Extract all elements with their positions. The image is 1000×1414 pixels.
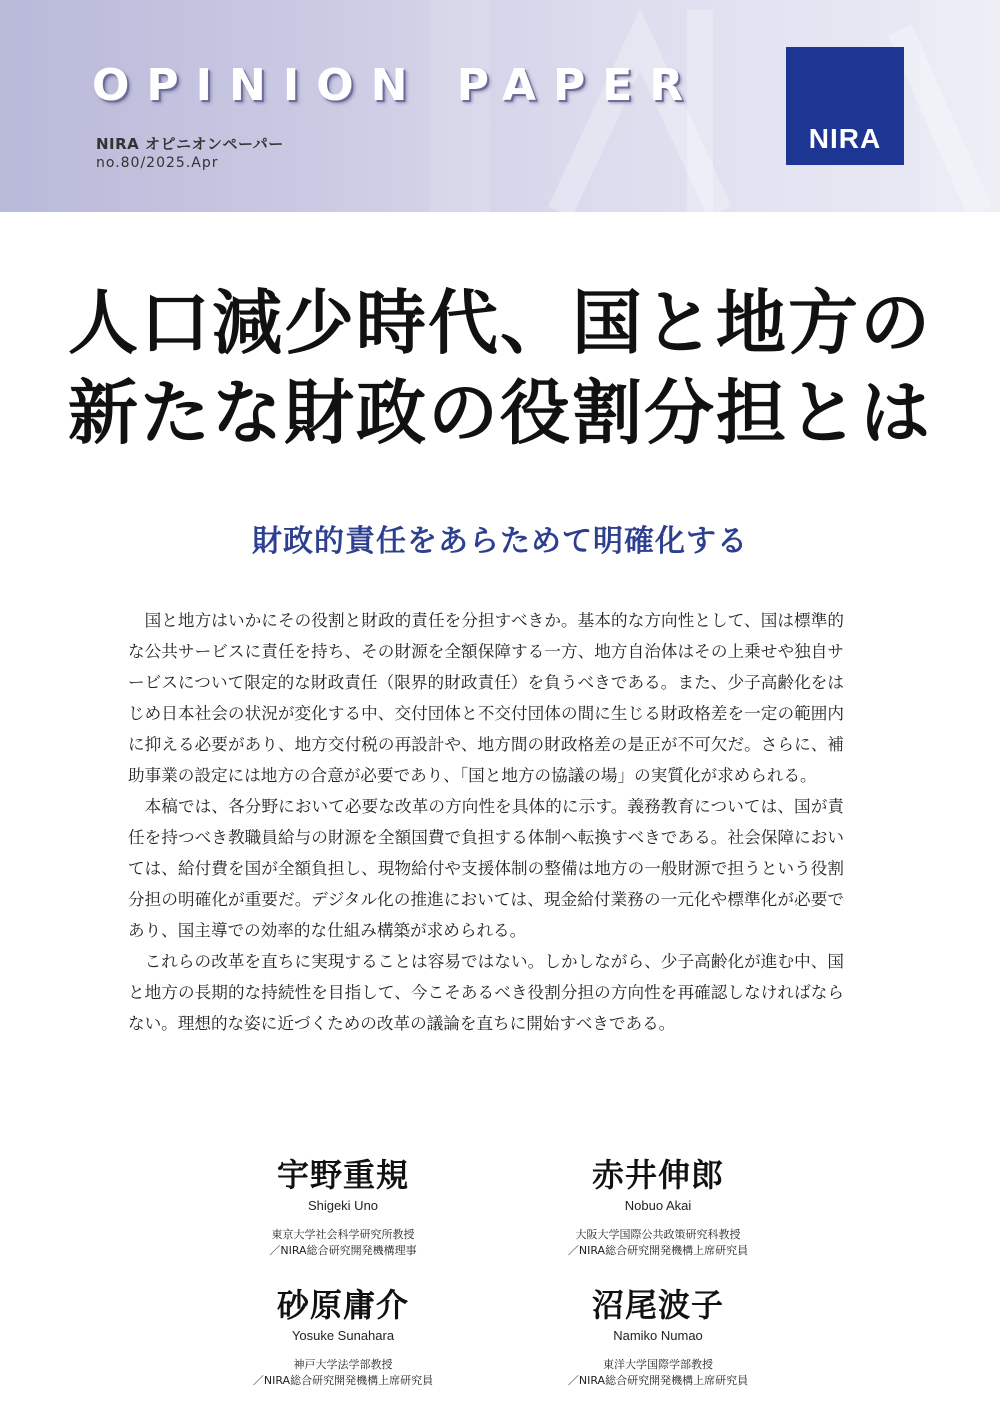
series-title: OPINION PAPER — [92, 60, 701, 111]
author-affiliation-line-1: 東洋大学国際学部教授 — [603, 1358, 713, 1371]
author-roman-name: Nobuo Akai — [624, 1198, 692, 1213]
author-block — [508, 1155, 808, 1259]
author-affiliation-line-2: ／NIRA総合研究開発機構上席研究員 — [252, 1374, 434, 1387]
series-subtitle: NIRA オピニオンペーパー — [96, 135, 284, 153]
nira-logo — [786, 47, 904, 165]
page-subtitle: 財政的責任をあらためて明確化する — [252, 524, 748, 559]
author-affiliation-line-2: ／NIRA総合研究開発機構上席研究員 — [567, 1374, 749, 1387]
author-affiliation-line-2: ／NIRA総合研究開発機構理事 — [269, 1244, 417, 1257]
author-block — [193, 1285, 493, 1389]
author-affiliation — [193, 1357, 493, 1389]
issue-number: no.80/2025.Apr — [96, 155, 219, 171]
nira-logo-text: NIRA — [808, 123, 882, 154]
author-affiliation-line-1: 東京大学社会科学研究所教授 — [271, 1228, 415, 1241]
author-affiliation — [508, 1357, 808, 1389]
author-block — [508, 1285, 808, 1389]
author-roman-name: Yosuke Sunahara — [291, 1328, 395, 1343]
summary-paragraph-2: 本稿では、各分野において必要な改革の方向性を具体的に示す。義務教育については、国が責任を持つべき教職員給与の財源を全額国費で負担する体制へ転換すべきである。社会保障においては、給付費を国が全額負担し、現物給付や支援体制の整備は地方の一般財源で担うという役割分担の明確化が重要だ。デジタル化の推進においては、現金給付業務の一元化や標準化が必要であり、国主導での効率的な仕組み構築が求められる。 — [128, 797, 844, 940]
header-band — [0, 0, 1000, 212]
author-affiliation-line-1: 神戸大学法学部教授 — [293, 1358, 393, 1371]
summary-paragraph-3: これらの改革を直ちに実現することは容易ではない。しかしながら、少子高齢化が進む中、国と地方の長期的な持続性を目指して、今こそあるべき役割分担の方向性を再確認しなければならない。理想的な姿に近づくための改革の議論を直ちに開始すべきである。 — [128, 952, 844, 1033]
author-name: 砂原庸介 — [276, 1286, 409, 1324]
author-affiliation-line-1: 大阪大学国際公共政策研究科教授 — [575, 1228, 741, 1241]
author-name: 沼尾波子 — [591, 1286, 724, 1324]
author-affiliation — [193, 1227, 493, 1259]
page-title-line-1: 人口減少時代、国と地方の — [68, 281, 932, 364]
summary-paragraph-1: 国と地方はいかにその役割と財政的責任を分担すべきか。基本的な方向性として、国は標準的な公共サービスに責任を持ち、その財源を全額保障する一方、地方自治体はその上乗せや独自サービスについて限定的な財政責任（限界的財政責任）を負うべきである。また、少子高齢化をはじめ日本社会の状況が変化する中、交付団体と不交付団体の間に生じる財政格差を一定の範囲内に抑える必要があり、地方交付税の再設計や、地方間の財政格差の是正が不可欠だ。さらに、補助事業の設定には地方の合意が必要であり、「国と地方の協議の場」の実質化が求められる。 — [128, 611, 844, 785]
page-title-line-2: 新たな財政の役割分担とは — [68, 371, 932, 454]
author-roman-name: Namiko Numao — [613, 1328, 703, 1343]
author-name: 宇野重規 — [276, 1156, 409, 1194]
author-block — [193, 1155, 493, 1259]
page-title — [0, 278, 1000, 458]
author-roman-name: Shigeki Uno — [307, 1198, 379, 1213]
author-affiliation — [508, 1227, 808, 1259]
summary-body — [128, 605, 844, 1039]
author-affiliation-line-2: ／NIRA総合研究開発機構上席研究員 — [567, 1244, 749, 1257]
author-name: 赤井伸郎 — [591, 1156, 724, 1194]
